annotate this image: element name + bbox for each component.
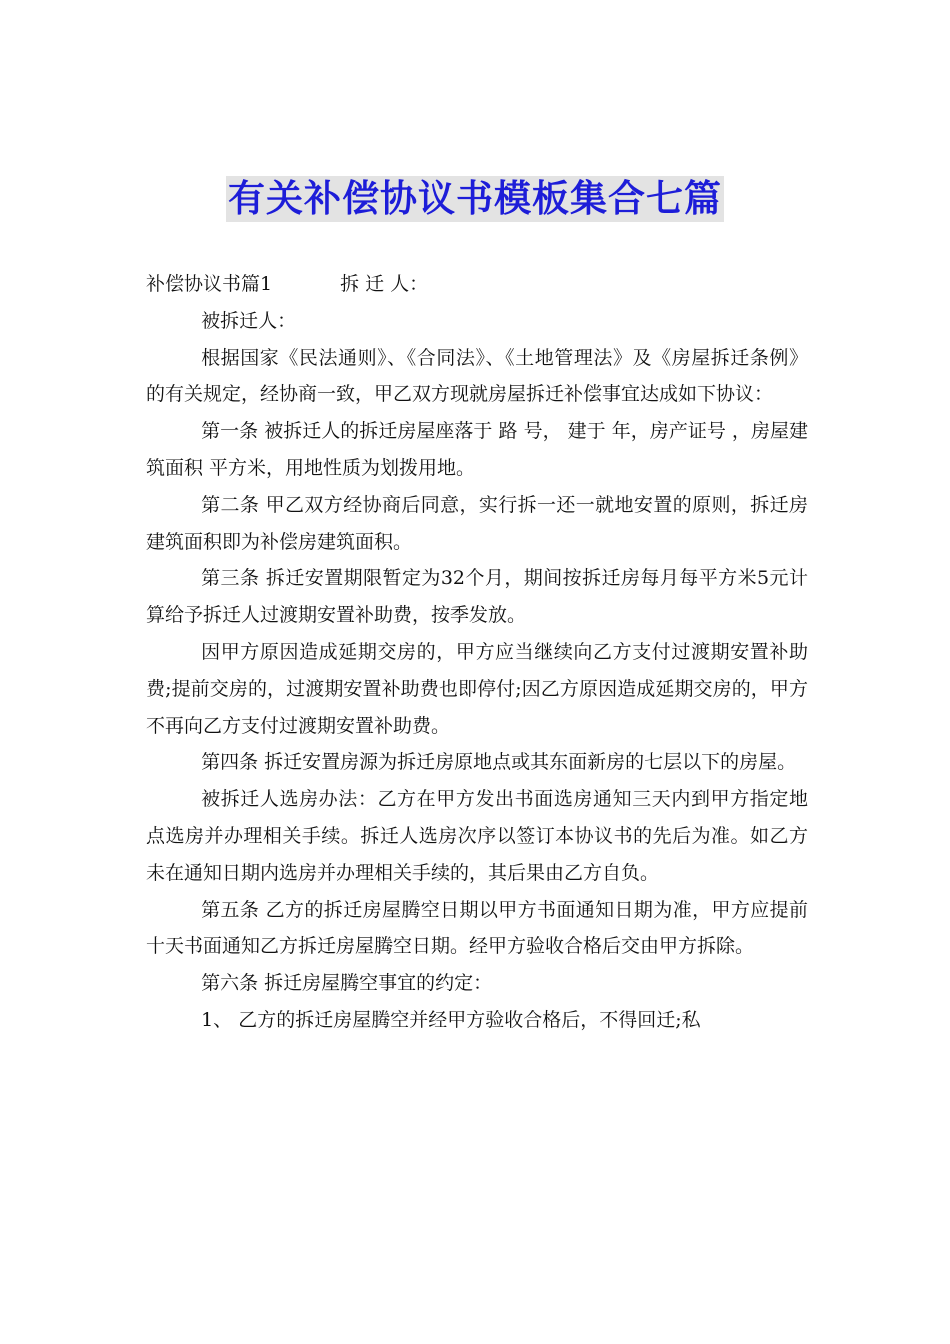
paragraph-article-6: 第六条 拆迁房屋腾空事宜的约定： bbox=[201, 972, 493, 995]
paragraph-article-1: 第一条 被拆迁人的拆迁房屋座落于 路 号， 建于 年，房产证号 ，房屋建筑面积 平方米，用地性质为划拨用地。 bbox=[146, 420, 808, 479]
document-body bbox=[146, 266, 808, 1039]
paragraph-article-2: 第二条 甲乙双方经协商后同意，实行拆一还一就地安置的原则，拆迁房建筑面积即为补偿房建筑面积。 bbox=[146, 493, 808, 553]
paragraph-article-6-item-1: 1、 乙方的拆迁房屋腾空并经甲方验收合格后，不得回迁;私 bbox=[201, 1008, 701, 1031]
paragraph-relocatee: 被拆迁人： bbox=[201, 309, 297, 332]
paragraph-article-3: 第三条 拆迁安置期限暂定为32个月，期间按拆迁房每月每平方米5元计算给予拆迁人过渡期安置补助费，按季发放。 bbox=[146, 567, 808, 627]
paragraph-article-4: 第四条 拆迁安置房源为拆迁房原地点或其东面新房的七层以下的房屋。 bbox=[201, 751, 797, 774]
paragraph-article-5: 第五条 乙方的拆迁房屋腾空日期以甲方书面通知日期为准，甲方应提前十天书面通知乙方拆迁房屋腾空日期。经甲方验收合格后交由甲方拆除。 bbox=[146, 898, 808, 958]
title-container bbox=[0, 176, 950, 222]
relocator-label: 拆 迁 人： bbox=[340, 273, 429, 295]
paragraph-selection-method: 被拆迁人选房办法：乙方在甲方发出书面选房通知三天内到甲方指定地点选房并办理相关手续。拆迁人选房次序以签订本协议书的先后为准。如乙方未在通知日期内选房并办理相关手续的，其后果由乙方自负。 bbox=[146, 788, 808, 884]
paragraph-article-3-detail: 因甲方原因造成延期交房的，甲方应当继续向乙方支付过渡期安置补助费;提前交房的，过渡期安置补助费也即停付;因乙方原因造成延期交房的，甲方不再向乙方支付过渡期安置补助费。 bbox=[146, 640, 808, 737]
header-line bbox=[146, 266, 808, 303]
section-label: 补偿协议书篇1 bbox=[146, 273, 273, 295]
paragraph-preamble: 根据国家《民法通则》、《合同法》、《土地管理法》及《房屋拆迁条例》的有关规定，经协商一致，甲乙双方现就房屋拆迁补偿事宜达成如下协议： bbox=[146, 346, 808, 406]
document-title: 有关补偿协议书模板集合七篇 bbox=[228, 177, 722, 220]
